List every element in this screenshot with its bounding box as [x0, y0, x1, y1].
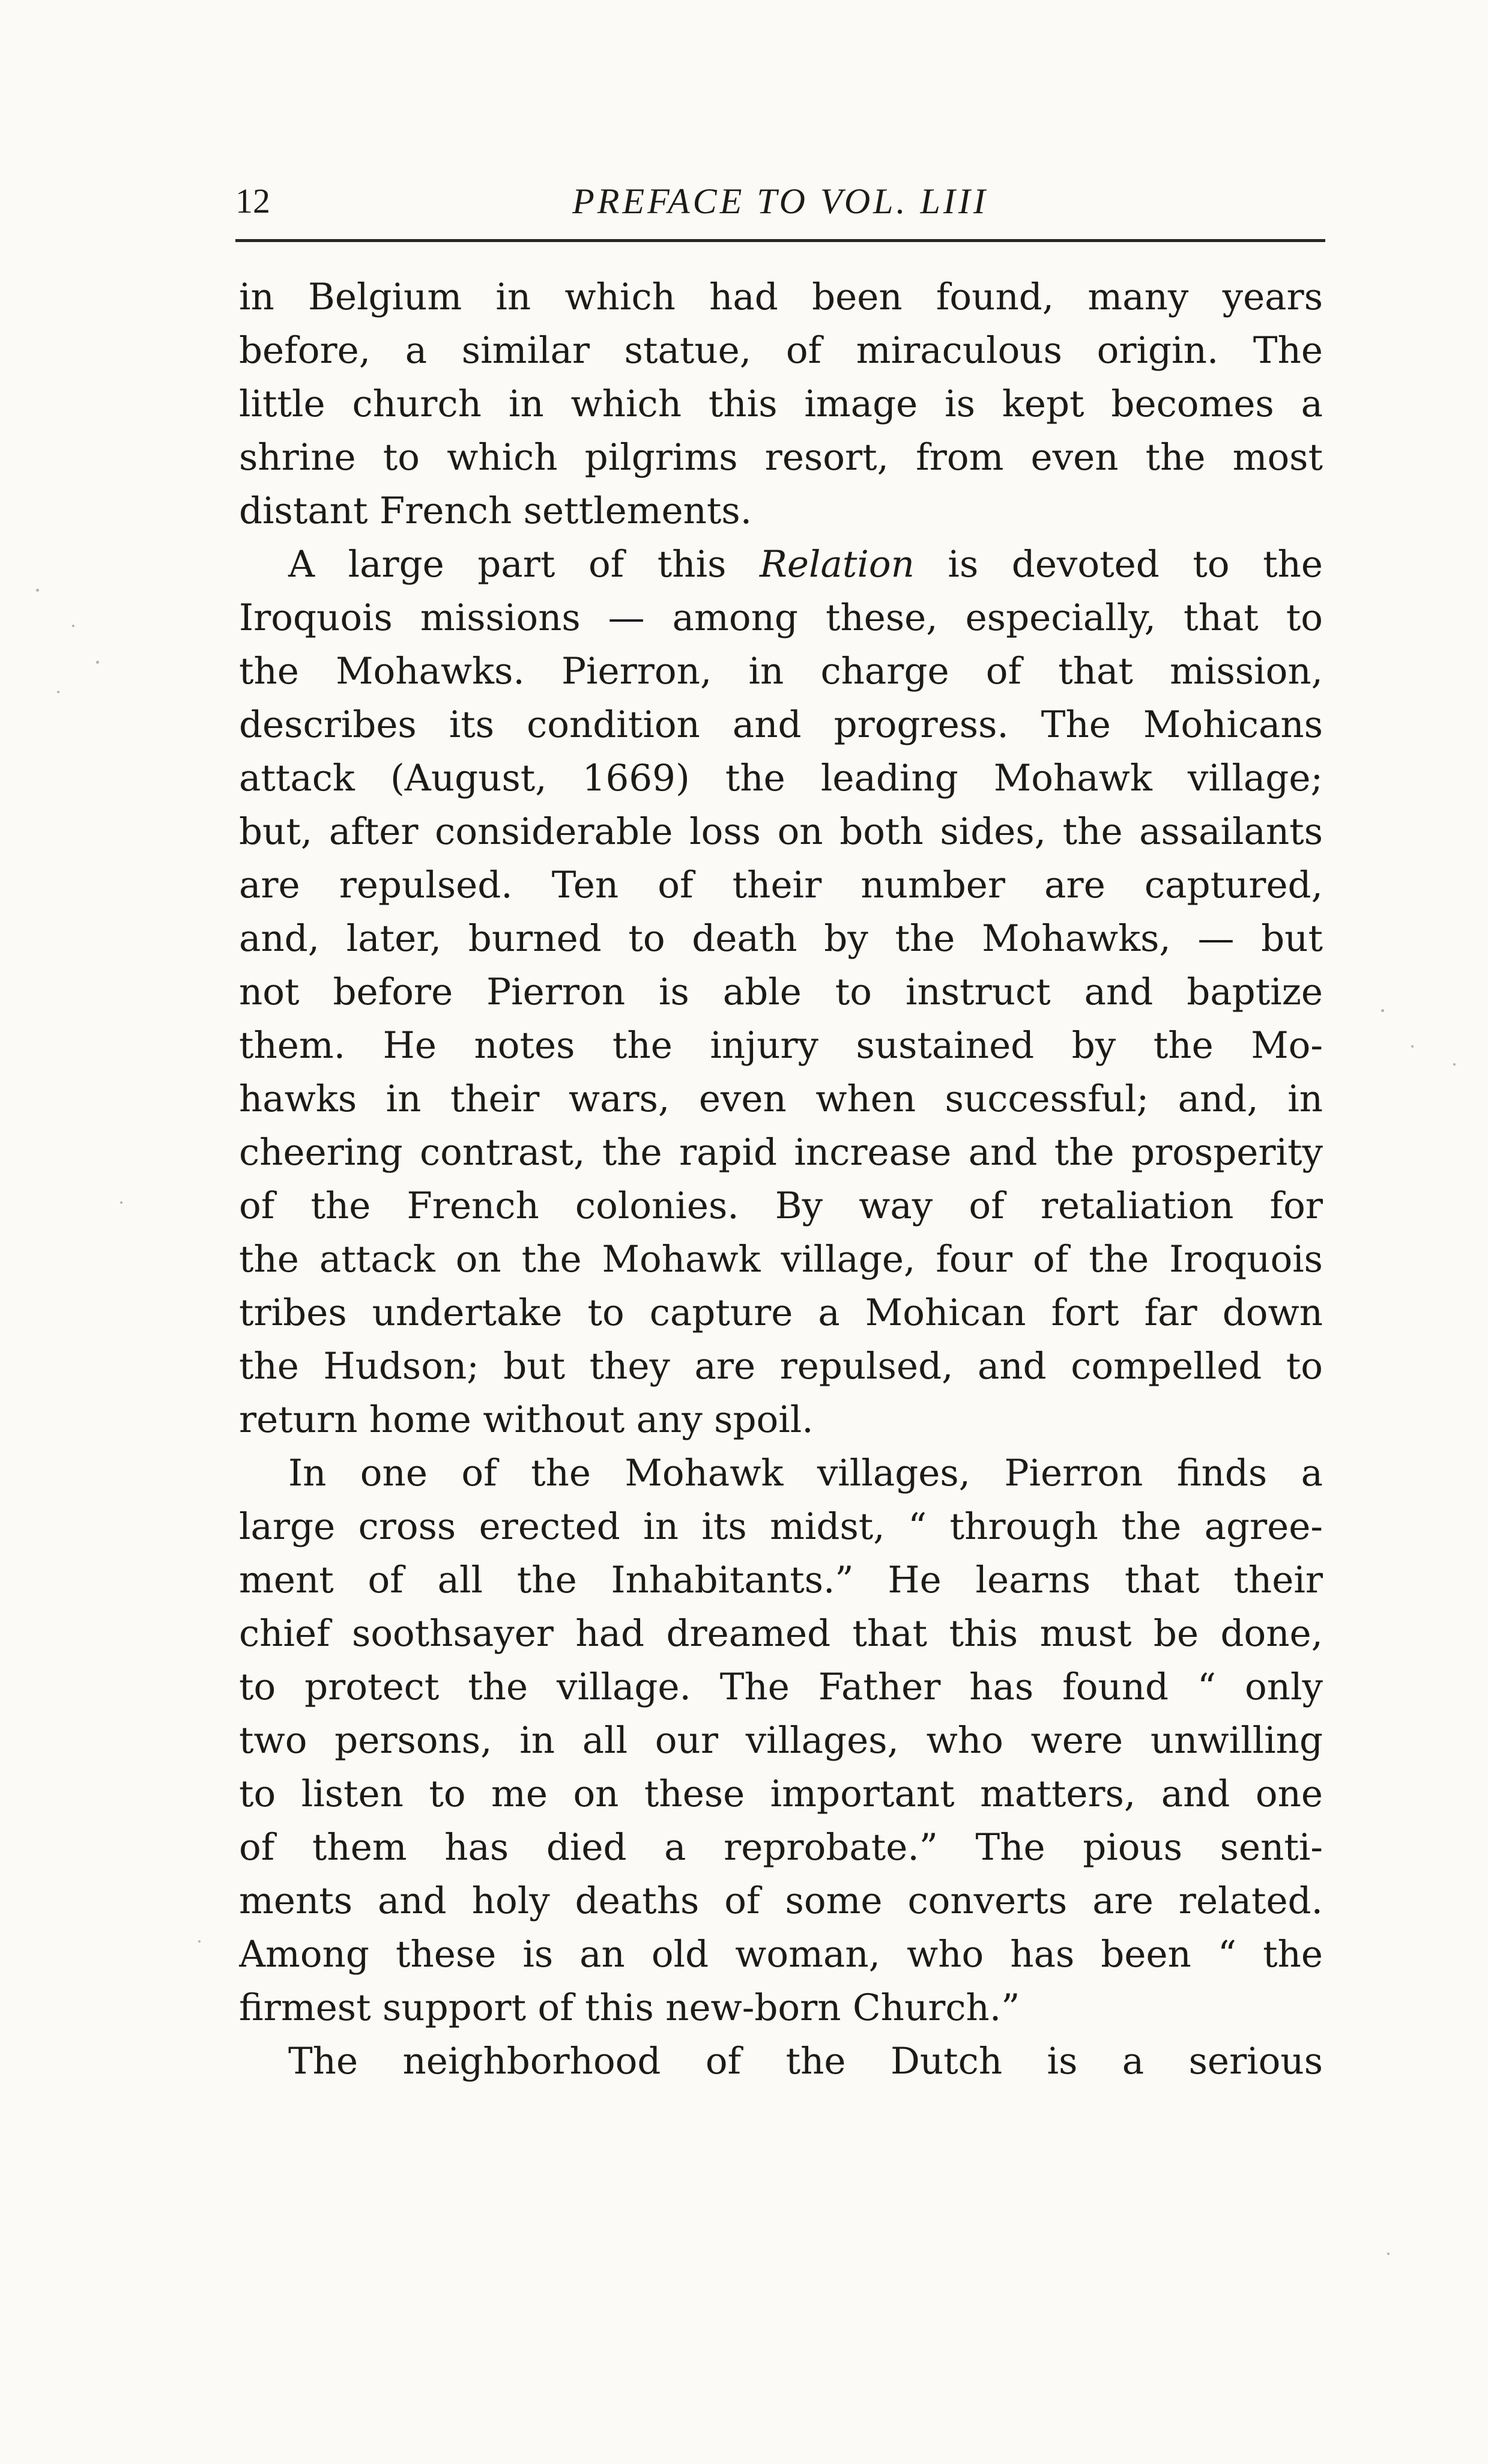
scan-speck [72, 625, 74, 627]
text-line: return home without any spoil. [239, 1398, 814, 1441]
text-line: the Hudson; but they are repulsed, and compelled to [239, 1345, 1323, 1388]
scan-speck [120, 1201, 122, 1204]
text-line: chief soothsayer had dreamed that this must be done, [239, 1612, 1323, 1655]
scan-speck [1411, 1045, 1414, 1048]
text-line: but, after considerable loss on both sides, the assailants [239, 810, 1323, 853]
text-line: to listen to me on these important matters, and one [239, 1773, 1323, 1815]
scan-speck [36, 589, 39, 592]
text-line: are repulsed. Ten of their number are captured, [239, 864, 1323, 906]
scan-speck [1381, 1009, 1384, 1012]
text-line: in Belgium in which had been found, many years [239, 276, 1323, 318]
running-head [235, 177, 1325, 231]
text-line: them. He notes the injury sustained by the Mo- [239, 1024, 1323, 1067]
text-line: Among these is an old woman, who has been “ the [239, 1933, 1323, 1976]
text-line: of them has died a reprobate.” The pious senti- [239, 1826, 1323, 1869]
text-line: ment of all the Inhabitants.” He learns that their [239, 1559, 1323, 1601]
text-line: shrine to which pilgrims resort, from even the most [239, 436, 1323, 479]
scan-speck [57, 691, 59, 693]
text-line: ments and holy deaths of some converts are related. [239, 1880, 1323, 1922]
scan-speck [96, 661, 99, 664]
text-line: little church in which this image is kept becomes a [239, 383, 1323, 425]
scan-speck [1453, 1063, 1456, 1066]
text-line: the attack on the Mohawk village, four of the Iroquois [239, 1238, 1323, 1281]
text-line: attack (August, 1669) the leading Mohawk village; [239, 757, 1323, 800]
text-line: cheering contrast, the rapid increase and the prosperity [239, 1131, 1323, 1174]
text-line: of the French colonies. By way of retaliation for [239, 1185, 1323, 1227]
text-line: and, later, burned to death by the Mohawks, — but [239, 917, 1323, 960]
scan-speck [1387, 2253, 1390, 2255]
text-line: large cross erected in its midst, “ through the agree- [239, 1505, 1323, 1548]
text-line: distant French settlements. [239, 490, 752, 532]
text-line: hawks in their wars, even when successful; and, in [239, 1078, 1323, 1120]
text-line: In one of the Mohawk villages, Pierron finds a [288, 1452, 1323, 1494]
header-rule [235, 239, 1325, 242]
page-number: 12 [235, 181, 270, 220]
italic-title: Relation [759, 543, 915, 586]
text-line: two persons, in all our villages, who were unwilling [239, 1719, 1323, 1762]
text-line: firmest support of this new-born Church.” [239, 1986, 1020, 2029]
text-line: A large part of this Relation is devoted to the [288, 543, 1323, 586]
text-line: Iroquois missions — among these, especially, that to [239, 596, 1323, 639]
text-line: The neighborhood of the Dutch is a serious [288, 2040, 1323, 2083]
text-line: not before Pierron is able to instruct and baptize [239, 971, 1323, 1013]
text-line: to protect the village. The Father has found “ only [239, 1666, 1323, 1708]
scan-speck [198, 1940, 201, 1943]
text-line: describes its condition and progress. The Mohicans [239, 703, 1323, 746]
body-text [239, 270, 1323, 2088]
text-line: before, a similar statue, of miraculous origin. The [239, 329, 1323, 372]
running-title: PREFACE TO VOL. LIII [572, 181, 988, 221]
text-line: the Mohawks. Pierron, in charge of that mission, [239, 650, 1323, 693]
text-line: tribes undertake to capture a Mohican fort far down [239, 1291, 1323, 1334]
